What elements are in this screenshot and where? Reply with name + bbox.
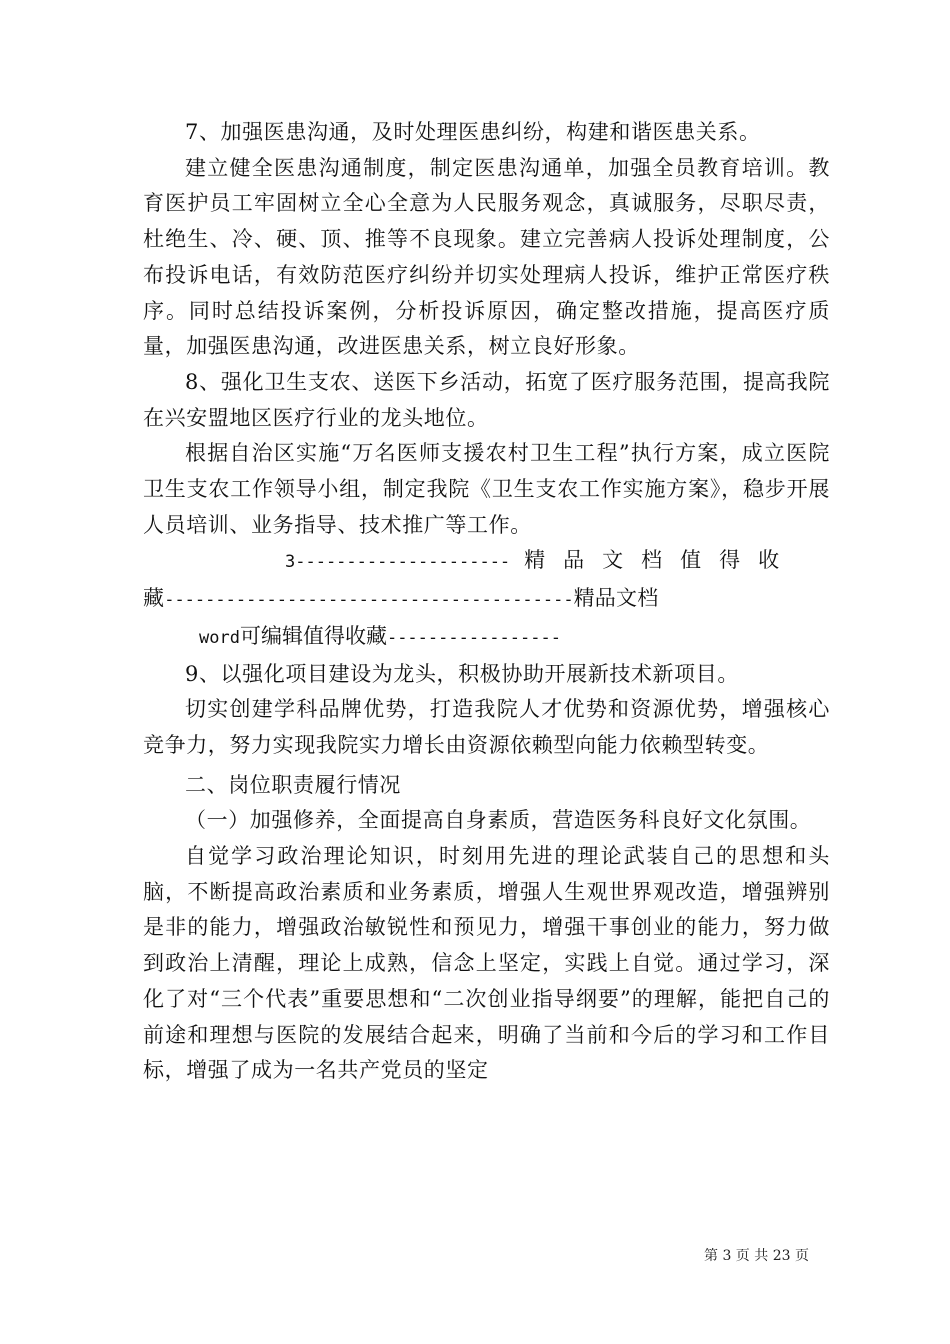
page-number-footer: 第 3 页 共 23 页	[704, 1248, 809, 1264]
watermark-text-2-start: 藏	[143, 586, 165, 611]
watermark-word-label: word	[199, 627, 240, 648]
watermark-text-1: 精品文档值得收	[524, 548, 798, 573]
watermark-line-2	[143, 581, 830, 619]
section-heading-duties: 二、岗位职责履行情况	[185, 772, 401, 797]
watermark-text-3: 可编辑值得收藏	[239, 623, 387, 648]
paragraph-rural-support: 根据自治区实施“万名医师支援农村卫生工程”执行方案，成立医院卫生支农工作领导小组，制定我院《卫生支农工作实施方案》，稳步开展人员培训、业务指导、技术推广等工作。	[143, 441, 830, 537]
paragraph-patient-communication: 建立健全医患沟通制度，制定医患沟通单，加强全员教育培训。教育医护员工牢固树立全心全意为人民服务观念，真诚服务，尽职尽责，杜绝生、冷、硬、顶、推等不良现象。建立完善病人投诉处理制度，公布投诉电话，有效防范医疗纠纷并切实处理病人投诉，维护正常医疗秩序。同时总结投诉案例，分析投诉原因，确定整改措施，提高医疗质量，加强医患沟通，改进医患关系，树立良好形象。	[143, 155, 830, 359]
watermark-dashes-2: ----------------------------------------	[164, 590, 574, 611]
watermark-text-2-end: 精品文档	[573, 586, 659, 611]
paragraph-item-7-heading: 7、加强医患沟通，及时处理医患纠纷，构建和谐医患关系。	[185, 120, 761, 144]
paragraph-discipline-brand: 切实创建学科品牌优势，打造我院人才优势和资源优势，增强核心竞争力，努力实现我院实力增长由资源依赖型向能力依赖型转变。	[143, 697, 830, 757]
paragraph-political-study: 自觉学习政治理论知识，时刻用先进的理论武装自己的思想和头脑，不断提高政治素质和业务素质，增强人生观世界观改造，增强辨别是非的能力，增强政治敏锐性和预见力，增强干事创业的能力，努力做到政治上清醒，理论上成熟，信念上坚定，实践上自觉。通过学习，深化了对“三个代表”重要思想和“二次创业指导纲要”的理解，能把自己的前途和理想与医院的发展结合起来，明确了当前和今后的学习和工作目标，增强了成为一名共产党员的坚定	[143, 844, 830, 1083]
watermark-line-3	[143, 619, 830, 657]
paragraph-item-8-heading: 8、强化卫生支农、送医下乡活动，拓宽了医疗服务范围，提高我院在兴安盟地区医疗行业的龙头地位。	[143, 369, 830, 430]
watermark-line-1	[143, 543, 830, 581]
watermark-dashes-3: -----------------	[386, 627, 561, 648]
watermark-page-number: 3---------------------	[285, 552, 511, 573]
paragraph-item-9-heading: 9、以强化项目建设为龙头，积极协助开展新技术新项目。	[185, 661, 739, 686]
document-body	[143, 115, 830, 1089]
subsection-heading-self-improvement: （一）加强修养，全面提高自身素质，营造医务科良好文化氛围。	[185, 808, 812, 833]
